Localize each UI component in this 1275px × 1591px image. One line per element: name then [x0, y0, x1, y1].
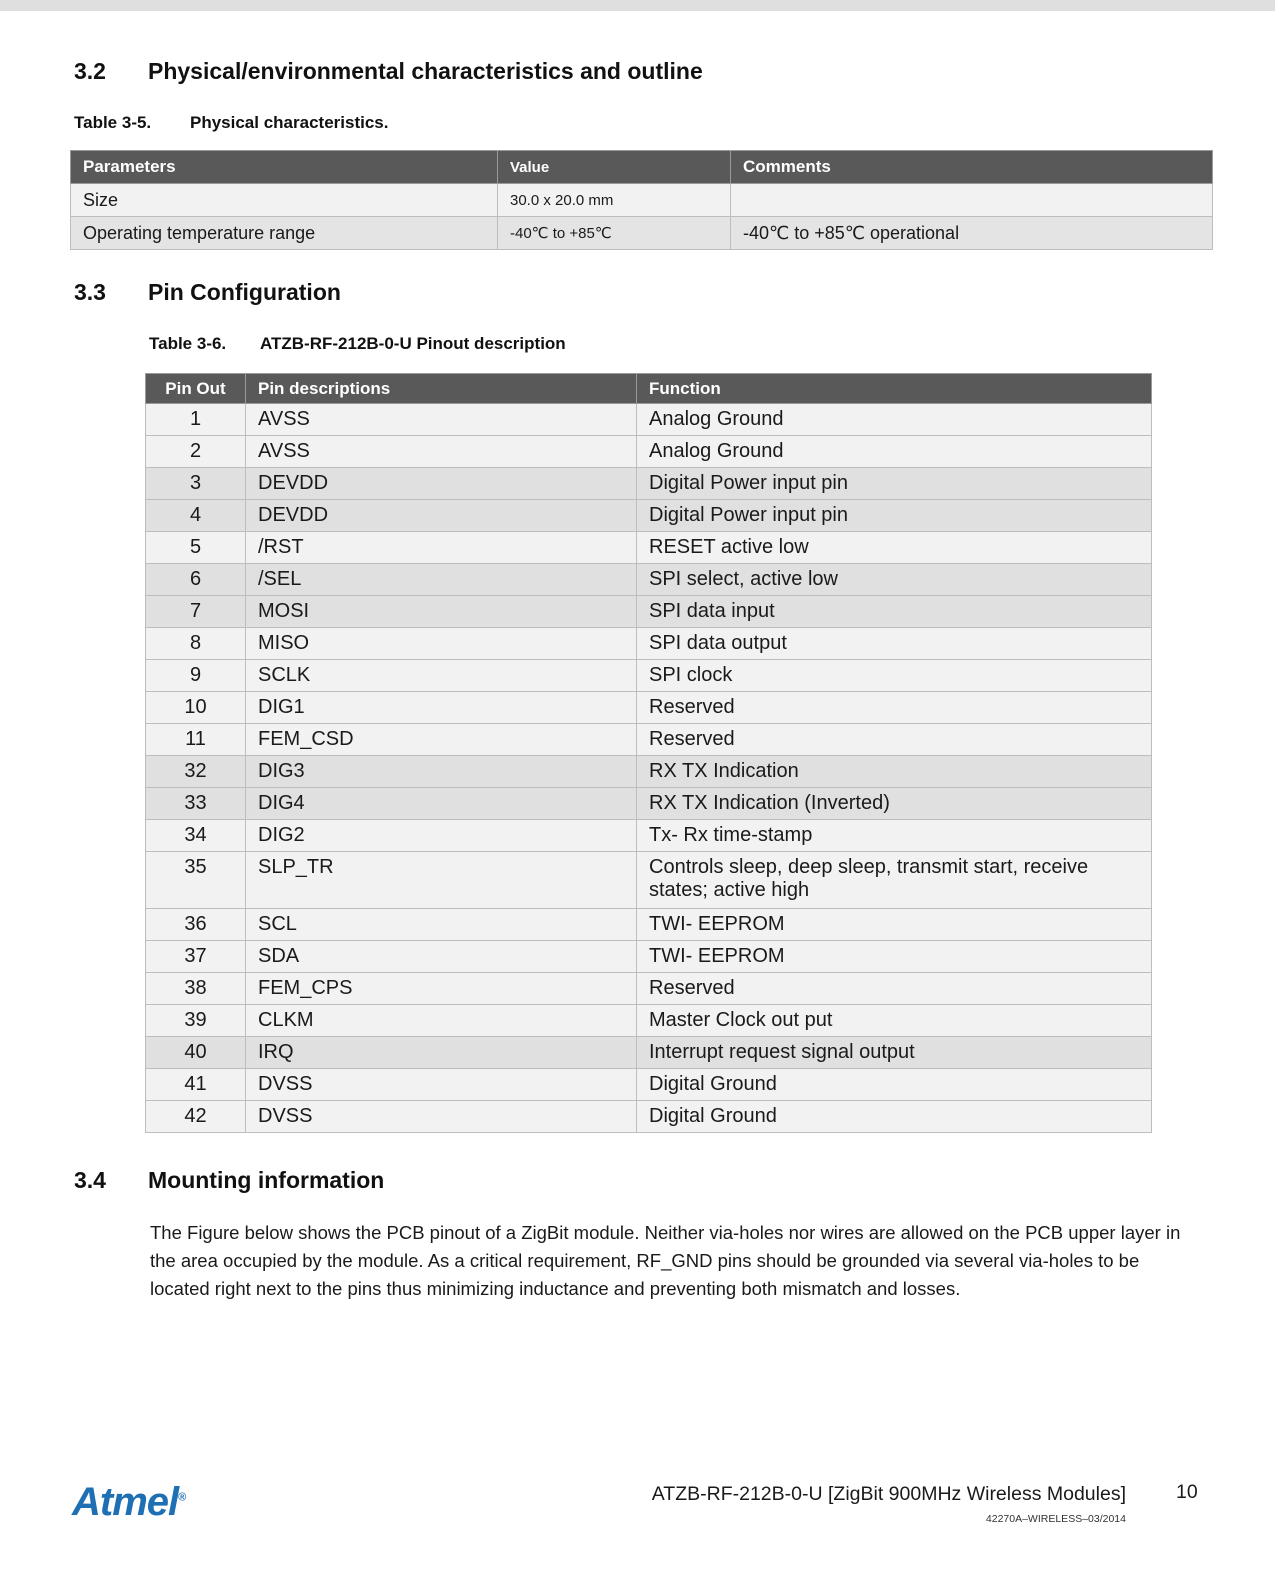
table-row	[146, 852, 1152, 909]
pin-function: SPI clock	[637, 660, 1152, 692]
pin-function: Digital Ground	[637, 1101, 1152, 1133]
section-heading-3-2	[74, 58, 703, 85]
pin-number: 9	[146, 660, 246, 692]
pin-function: Digital Power input pin	[637, 500, 1152, 532]
pin-number: 34	[146, 820, 246, 852]
table-row	[146, 1069, 1152, 1101]
pin-number: 38	[146, 973, 246, 1005]
table-row	[146, 596, 1152, 628]
table-row	[146, 660, 1152, 692]
table-row	[146, 628, 1152, 660]
pin-description: DIG2	[246, 820, 637, 852]
pin-function: Interrupt request signal output	[637, 1037, 1152, 1069]
table-row	[146, 692, 1152, 724]
pin-description: SCLK	[246, 660, 637, 692]
column-header: Parameters	[71, 151, 498, 184]
caption-title: ATZB-RF-212B-0-U Pinout description	[260, 334, 566, 353]
table-row	[146, 973, 1152, 1005]
pin-description: SDA	[246, 941, 637, 973]
table-row	[146, 436, 1152, 468]
registered-mark: ®	[178, 1491, 186, 1504]
table-cell: -40℃ to +85℃ operational	[731, 217, 1213, 250]
footer-document-code: 42270A–WIRELESS–03/2014	[985, 1513, 1126, 1525]
pin-number: 5	[146, 532, 246, 564]
pin-number: 39	[146, 1005, 246, 1037]
pin-function: RX TX Indication	[637, 756, 1152, 788]
section-title: Pin Configuration	[148, 279, 341, 305]
pin-number: 11	[146, 724, 246, 756]
pin-description: MISO	[246, 628, 637, 660]
pin-number: 7	[146, 596, 246, 628]
pin-number: 10	[146, 692, 246, 724]
column-header: Pin descriptions	[246, 374, 637, 404]
pin-number: 6	[146, 564, 246, 596]
table-cell: Operating temperature range	[71, 217, 498, 250]
pin-description: DVSS	[246, 1069, 637, 1101]
atmel-logo	[72, 1480, 185, 1525]
pin-description: AVSS	[246, 436, 637, 468]
pin-description: IRQ	[246, 1037, 637, 1069]
pin-description: DIG3	[246, 756, 637, 788]
logo-text: Atmel	[72, 1480, 179, 1524]
pin-description: DEVDD	[246, 500, 637, 532]
pin-number: 41	[146, 1069, 246, 1101]
section-number: 3.4	[74, 1167, 106, 1193]
table-row	[146, 404, 1152, 436]
pin-number: 35	[146, 852, 246, 909]
table-row	[146, 1101, 1152, 1133]
pin-function: Analog Ground	[637, 404, 1152, 436]
table-row	[146, 1037, 1152, 1069]
pin-function: Analog Ground	[637, 436, 1152, 468]
pin-number: 2	[146, 436, 246, 468]
pin-number: 37	[146, 941, 246, 973]
pin-number: 3	[146, 468, 246, 500]
page-number: 10	[1176, 1481, 1198, 1503]
table-cell: 30.0 x 20.0 mm	[498, 184, 731, 217]
pin-description: FEM_CPS	[246, 973, 637, 1005]
pin-number: 42	[146, 1101, 246, 1133]
pin-function: TWI- EEPROM	[637, 941, 1152, 973]
section-heading-3-3	[74, 279, 341, 306]
caption-number: Table 3-5.	[74, 113, 152, 132]
table-row	[146, 820, 1152, 852]
table-row	[146, 468, 1152, 500]
pin-number: 33	[146, 788, 246, 820]
pin-number: 4	[146, 500, 246, 532]
pin-function: Reserved	[637, 692, 1152, 724]
table-cell	[731, 184, 1213, 217]
pin-function: Reserved	[637, 973, 1152, 1005]
table-row	[71, 217, 1213, 250]
footer-document-title: ATZB-RF-212B-0-U [ZigBit 900MHz Wireless Modules]	[651, 1483, 1126, 1505]
pin-description: DVSS	[246, 1101, 637, 1133]
pin-function: Controls sleep, deep sleep, transmit start, receive states; active high	[637, 852, 1152, 909]
column-header: Value	[498, 151, 731, 184]
pin-description: DEVDD	[246, 468, 637, 500]
pin-number: 1	[146, 404, 246, 436]
table-row	[146, 788, 1152, 820]
pin-function: Tx- Rx time-stamp	[637, 820, 1152, 852]
pin-description: /RST	[246, 532, 637, 564]
page-top-bar	[0, 0, 1275, 11]
mounting-paragraph: The Figure below shows the PCB pinout of a ZigBit module. Neither via-holes nor wires are allowed on the PCB upper layer in the area occupied by the module. As a critical requirement, RF_GND pins should be grounded via several via-holes to be located right next to the pins thus minimizing inductance and preventing both mismatch and losses.	[150, 1222, 1181, 1299]
table-header-row	[146, 374, 1152, 404]
table-row	[146, 1005, 1152, 1037]
pin-description: SLP_TR	[246, 852, 637, 909]
pin-number: 32	[146, 756, 246, 788]
table-row	[146, 564, 1152, 596]
pin-description: DIG1	[246, 692, 637, 724]
column-header: Pin Out	[146, 374, 246, 404]
pin-function: TWI- EEPROM	[637, 909, 1152, 941]
table-caption-3-6	[149, 334, 566, 354]
pin-number: 8	[146, 628, 246, 660]
table-caption-3-5	[74, 113, 388, 133]
table-row	[146, 724, 1152, 756]
table-row	[146, 909, 1152, 941]
column-header: Function	[637, 374, 1152, 404]
table-cell: Size	[71, 184, 498, 217]
caption-number: Table 3-6.	[149, 334, 227, 353]
section-heading-3-4	[74, 1167, 384, 1194]
pin-description: /SEL	[246, 564, 637, 596]
physical-characteristics-table	[70, 150, 1213, 250]
pin-description: SCL	[246, 909, 637, 941]
pin-function: SPI data output	[637, 628, 1152, 660]
pinout-table	[145, 373, 1152, 1133]
pin-function: RESET active low	[637, 532, 1152, 564]
section-number: 3.2	[74, 58, 106, 84]
table-row	[71, 184, 1213, 217]
pin-function: Reserved	[637, 724, 1152, 756]
pin-description: DIG4	[246, 788, 637, 820]
pin-description: AVSS	[246, 404, 637, 436]
caption-title: Physical characteristics.	[190, 113, 389, 132]
pin-number: 40	[146, 1037, 246, 1069]
table-row	[146, 941, 1152, 973]
pin-function: Master Clock out put	[637, 1005, 1152, 1037]
pin-function: Digital Power input pin	[637, 468, 1152, 500]
pin-function: RX TX Indication (Inverted)	[637, 788, 1152, 820]
pin-function: Digital Ground	[637, 1069, 1152, 1101]
table-row	[146, 756, 1152, 788]
pin-description: CLKM	[246, 1005, 637, 1037]
table-row	[146, 500, 1152, 532]
section-title: Physical/environmental characteristics and outline	[148, 58, 703, 84]
pin-description: MOSI	[246, 596, 637, 628]
column-header: Comments	[731, 151, 1213, 184]
table-header-row	[71, 151, 1213, 184]
pin-function: SPI select, active low	[637, 564, 1152, 596]
section-title: Mounting information	[148, 1167, 385, 1193]
section-number: 3.3	[74, 279, 106, 305]
pin-function: SPI data input	[637, 596, 1152, 628]
table-cell: -40℃ to +85℃	[498, 217, 731, 250]
pin-number: 36	[146, 909, 246, 941]
pin-description: FEM_CSD	[246, 724, 637, 756]
table-row	[146, 532, 1152, 564]
